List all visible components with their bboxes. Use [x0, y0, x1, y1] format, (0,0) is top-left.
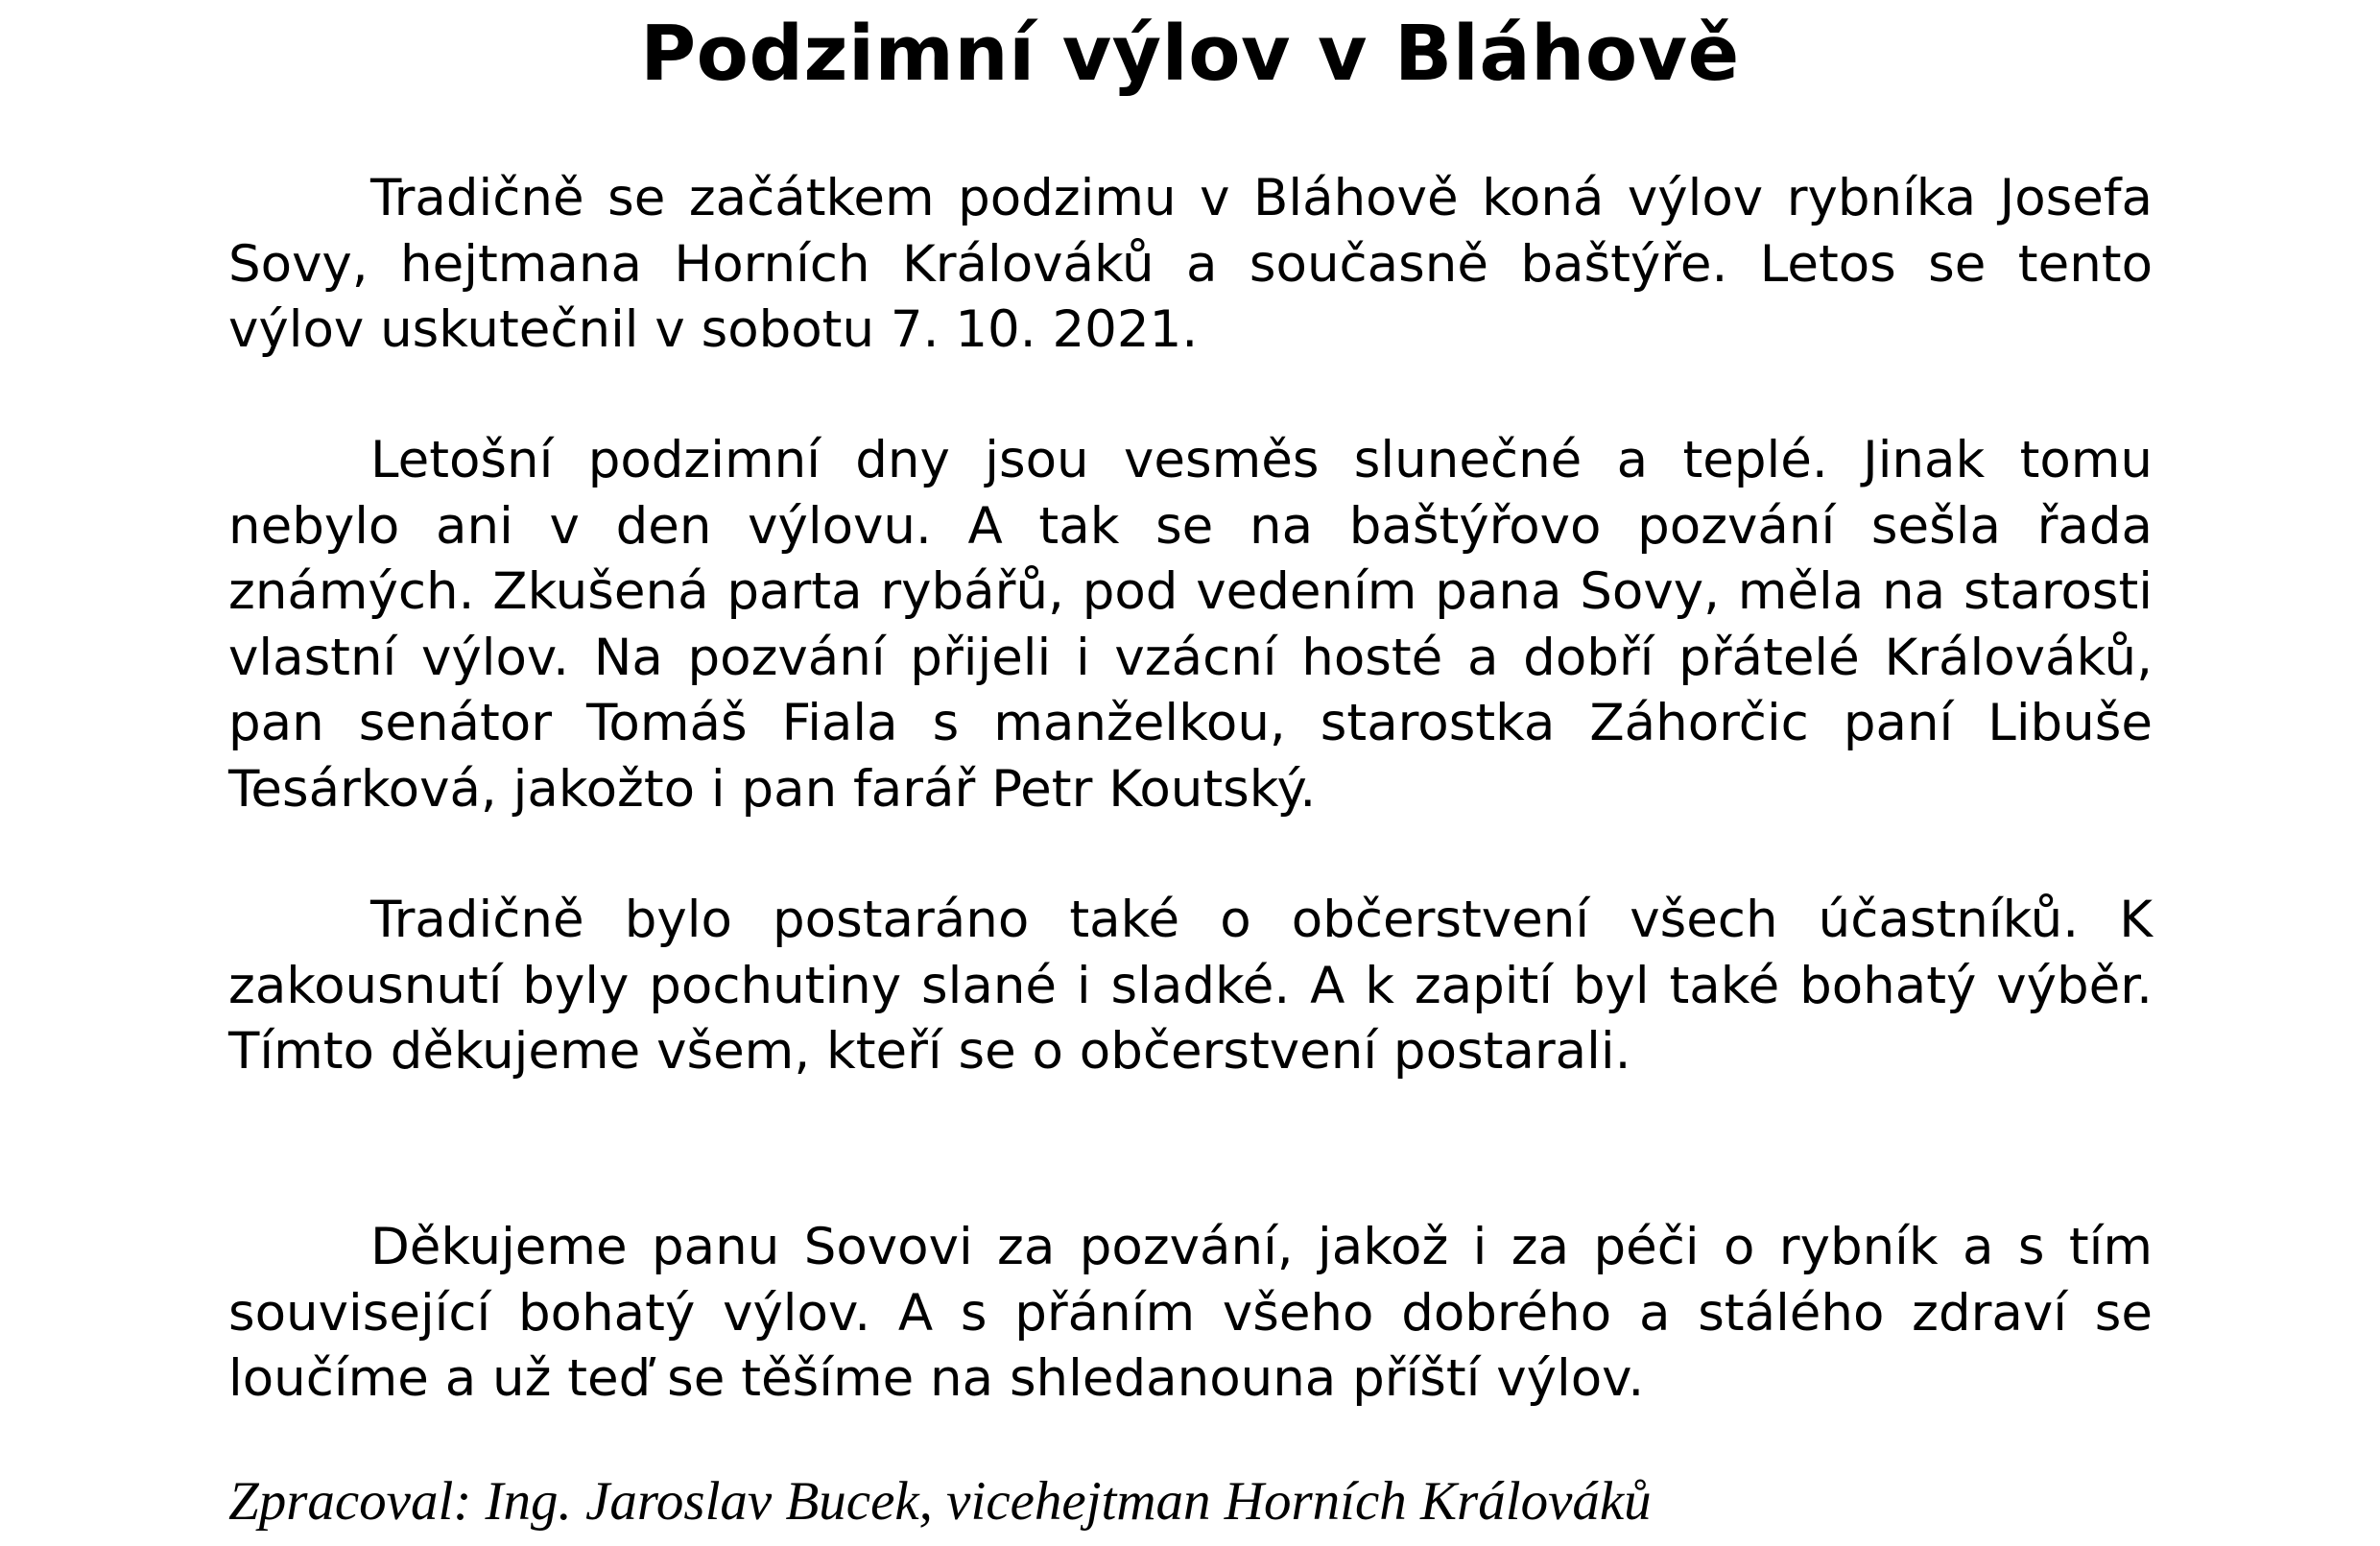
article-paragraph-2 [228, 428, 2153, 823]
article-paragraph-1 [228, 166, 2153, 364]
article-paragraph-4 [228, 1215, 2153, 1413]
paragraph-text: Letošní podzimní dny jsou vesměs slunečné a teplé. Jinak tomu nebylo ani v den výlovu. A tak se na baštýřovo pozvání sešla řada známých. Zkušená parta rybářů, pod vedením pana Sovy, měla na starosti vlastní výlov. Na pozvání přijeli i vzácní hosté a dobří přátelé Králováků, pan senátor Tomáš Fiala s manželkou, starostka Záhorčic paní Libuše Tesárková, jakožto i pan farář Petr Koutský. [228, 431, 2153, 819]
paragraph-text: Tradičně bylo postaráno také o občerstvení všech účastníků. K zakousnutí byly pochutiny slané i sladké. A k zapití byl také bohatý výběr. Tímto děkujeme všem, kteří se o občerstvení postarali. [228, 891, 2153, 1082]
author-signature: Zpracoval: Ing. Jaroslav Bucek, vicehejtman Horních Králováků [228, 1471, 1652, 1532]
article-paragraph-3 [228, 888, 2153, 1085]
article-title: Podzimní výlov v Bláhově [640, 10, 1740, 98]
paragraph-text: Tradičně se začátkem podzimu v Bláhově koná výlov rybníka Josefa Sovy, hejtmana Horních Králováků a současně baštýře. Letos se tento výlov uskutečnil v sobotu 7. 10. 2021. [228, 169, 2153, 360]
paragraph-text: Děkujeme panu Sovovi za pozvání, jakož i za péči o rybník a s tím související bohatý výlov. A s přáním všeho dobrého a stálého zdraví se loučíme a už teď se těšíme na shledanouna příští výlov. [228, 1218, 2153, 1409]
